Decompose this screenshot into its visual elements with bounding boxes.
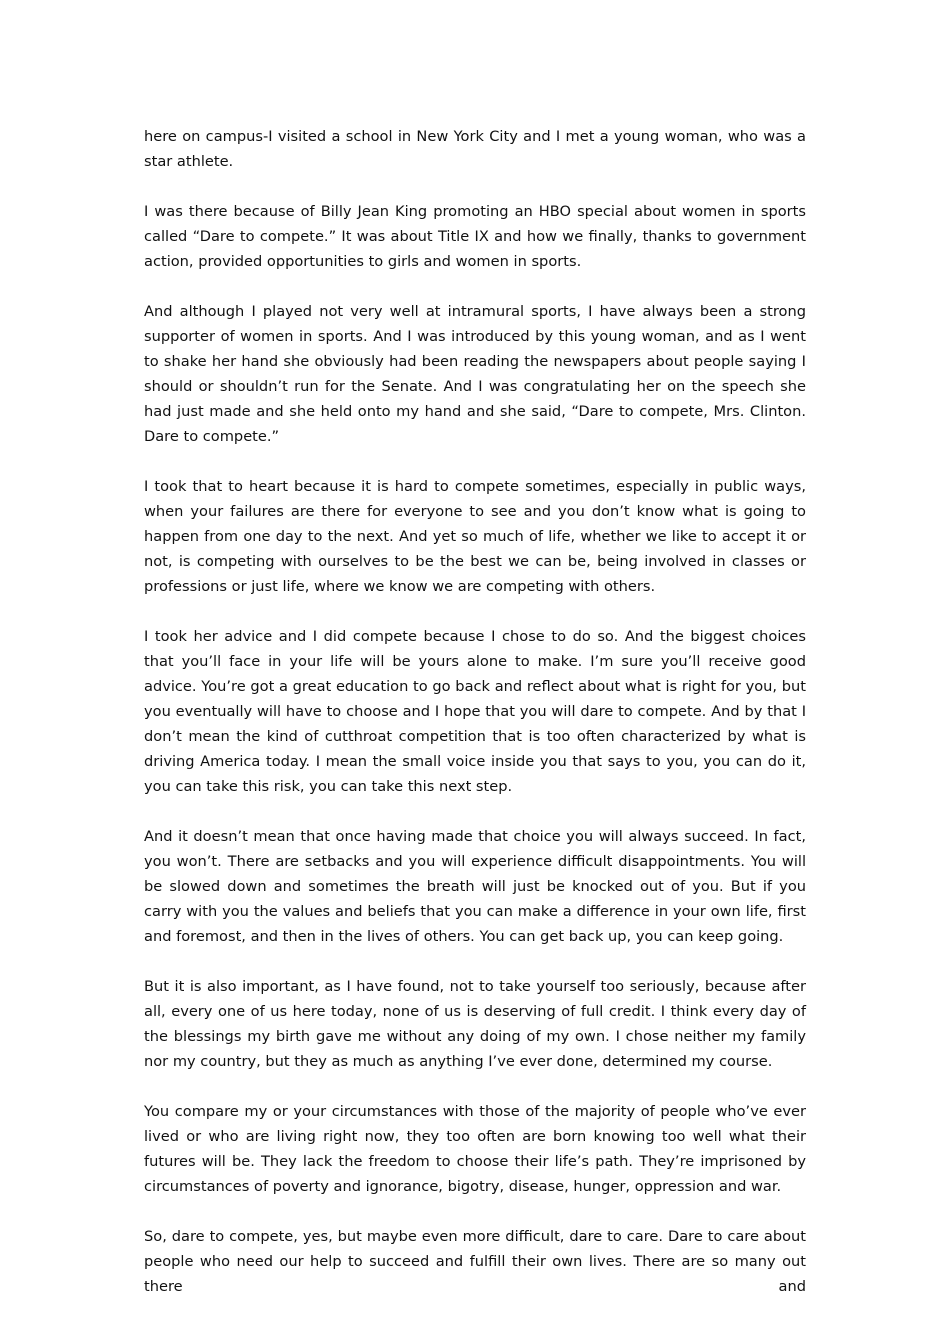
paragraph: And it doesn’t mean that once having made that choice you will always succeed. In fact, you won’t. There are setbacks and you will experience difficult disappointments. You will be slowed down and sometimes the breath will just be knocked out of you. But if you carry with you the values and beliefs that you can make a difference in your own life, first and foremost, and then in the lives of others. You can get back up, you can keep going. bbox=[144, 828, 806, 945]
paragraph: So, dare to compete, yes, but maybe even more difficult, dare to care. Dare to care about people who need our help to succeed and fulfill their own lives. There are so many out there and bbox=[144, 1228, 806, 1295]
paragraph: I was there because of Billy Jean King promoting an HBO special about women in sports called “Dare to compete.” It was about Title IX and how we finally, thanks to government action, provided opportunities to girls and women in sports. bbox=[144, 203, 806, 270]
paragraph: But it is also important, as I have found, not to take yourself too seriously, because after all, every one of us here today, none of us is deserving of full credit. I think every day of the blessings my birth gave me without any doing of my own. I chose neither my family nor my country, but they as much as anything I’ve ever done, determined my course. bbox=[144, 978, 806, 1070]
paragraph: here on campus-I visited a school in New York City and I met a young woman, who was a star athlete. bbox=[144, 128, 806, 170]
paragraph: And although I played not very well at intramural sports, I have always been a strong supporter of women in sports. And I was introduced by this young woman, and as I went to shake her hand she obviously had been reading the newspapers about people saying I should or shouldn’t run for the Senate. And I was congratulating her on the speech she had just made and she held onto my hand and she said, “Dare to compete, Mrs. Clinton. Dare to compete.” bbox=[144, 303, 806, 445]
body-text bbox=[144, 124, 806, 1299]
paragraph: I took that to heart because it is hard to compete sometimes, especially in public ways, when your failures are there for everyone to see and you don’t know what is going to happen from one day to the next. And yet so much of life, whether we like to accept it or not, is competing with ourselves to be the best we can be, being involved in classes or professions or just life, where we know we are competing with others. bbox=[144, 478, 806, 595]
paragraph: You compare my or your circumstances with those of the majority of people who’ve ever lived or who are living right now, they too often are born knowing too well what their futures will be. They lack the freedom to choose their life’s path. They’re imprisoned by circumstances of poverty and ignorance, bigotry, disease, hunger, oppression and war. bbox=[144, 1103, 806, 1195]
paragraph: I took her advice and I did compete because I chose to do so. And the biggest choices that you’ll face in your life will be yours alone to make. I’m sure you’ll receive good advice. You’re got a great education to go back and reflect about what is right for you, but you eventually will have to choose and I hope that you will dare to compete. And by that I don’t mean the kind of cutthroat competition that is too often characterized by what is driving America today. I mean the small voice inside you that says to you, you can do it, you can take this risk, you can take this next step. bbox=[144, 628, 806, 795]
